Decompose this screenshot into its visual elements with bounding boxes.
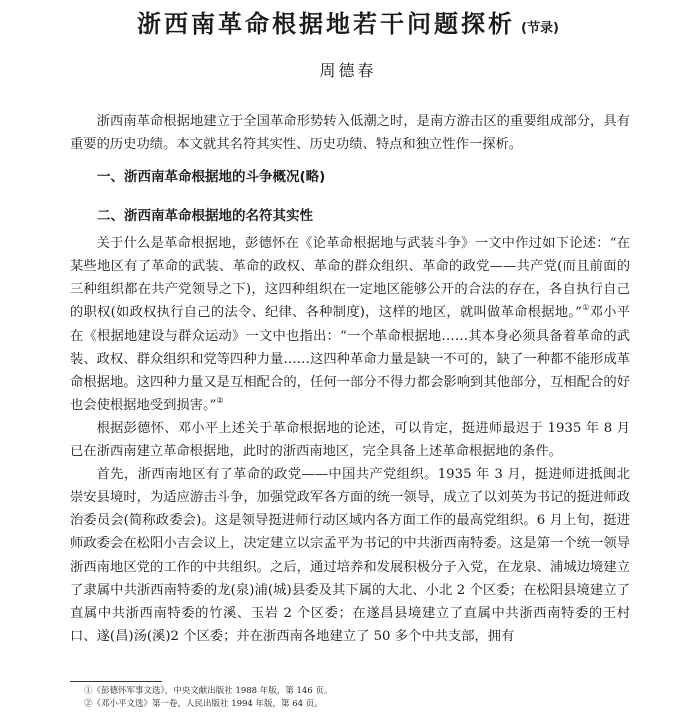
intro-paragraph: 浙西南革命根据地建立于全国革命形势转入低潮之时，是南方游击区的重要组成部分，具有重要的历史功绩。本文就其名符其实性、历史功绩、特点和独立性作一探析。 (70, 114, 630, 153)
footnote-2: ②《邓小平文选》第一卷，人民出版社 1994 年版，第 64 页。 (84, 699, 323, 709)
section-1-heading: 一、浙西南革命根据地的斗争概况(略) (97, 169, 326, 186)
article-body (70, 110, 630, 648)
footnote-1: ①《彭德怀军事文选》，中央文献出版社 1988 年版，第 146 页。 (84, 686, 333, 696)
title-text: 浙西南革命根据地若干问题探析 (137, 10, 516, 38)
paragraph-conclusion: 根据彭德怀、邓小平上述关于革命根据地的论述，可以肯定，挺进师最迟于 1935 年 8 月已在浙西南建立革命根据地，此时的浙西南地区，完全具备上述革命根据地的条件。 (70, 420, 630, 460)
title-note: (节录) (521, 21, 559, 36)
section-2-heading: 二、浙西南革命根据地的名符其实性 (97, 208, 313, 225)
footnote-ref-2[interactable]: ② (216, 395, 224, 405)
quote-deng-xiaoping: 邓小平在《根据地建设与群众运动》一文中也指出：“一个革命根据地……其本身必须具备着革命的武装、政权、群众组织和党等四种力量……这四种革命力量是缺一不可的，缺了一种都不能形成革命根据地。这四种力量又是互相配合的，任何一部分不得力都会影响到其他部分，互相配合的好也会使根据地受到损害。” (70, 305, 631, 413)
paragraph-definition (70, 232, 630, 417)
author-name: 周德春 (319, 61, 377, 80)
footnotes (84, 685, 332, 711)
quote-peng-dehuai: 关于什么是革命根据地，彭德怀在《论革命根据地与武装斗争》一文中作过如下论述：“在某些地区有了革命的武装、革命的政权、革命的群众组织、革命的政党——共产党(而且前面的三种组织都在共产党领导之下)，这四种组织在一定地区能够公开的合法的存在，各自执行自己的职权(如政权执行自己的法令、纪律、各种制度)，这样的地区，就叫做革命根据地。” (70, 236, 630, 321)
paragraph-party-organization: 首先，浙西南地区有了革命的政党——中国共产党组织。1935 年 3 月，挺进师进抵闽北崇安县境时，为适应游击斗争，加强党政军各方面的统一领导，成立了以刘英为书记的挺进师政治委员会(简称政委会)。这是领导挺进师行动区域内各方面工作的最高党组织。6 月上旬，挺进师政委会在松阳小吉会议上，决定建立以宗孟平为书记的中共浙西南特委。这是第一个统一领导浙西南地区党的工作的中共组织。之后，通过培养和发展积极分子入党，在龙泉、浦城边境建立了隶属中共浙西南特委的龙(泉)浦(城)县委及其下属的大北、小北 2 个区委；在松阳县境建立了直属中共浙西南特委的竹溪、玉岩 2 个区委；在遂昌县境建立了直属中共浙西南特委的王村口、遂(昌)汤(溪)2 个区委；并在浙西南各地建立了 50 多个中共支部，拥有 (70, 467, 630, 644)
article-title (0, 4, 696, 39)
footnote-divider (70, 681, 162, 682)
footnote-ref-1[interactable]: ① (581, 303, 590, 313)
